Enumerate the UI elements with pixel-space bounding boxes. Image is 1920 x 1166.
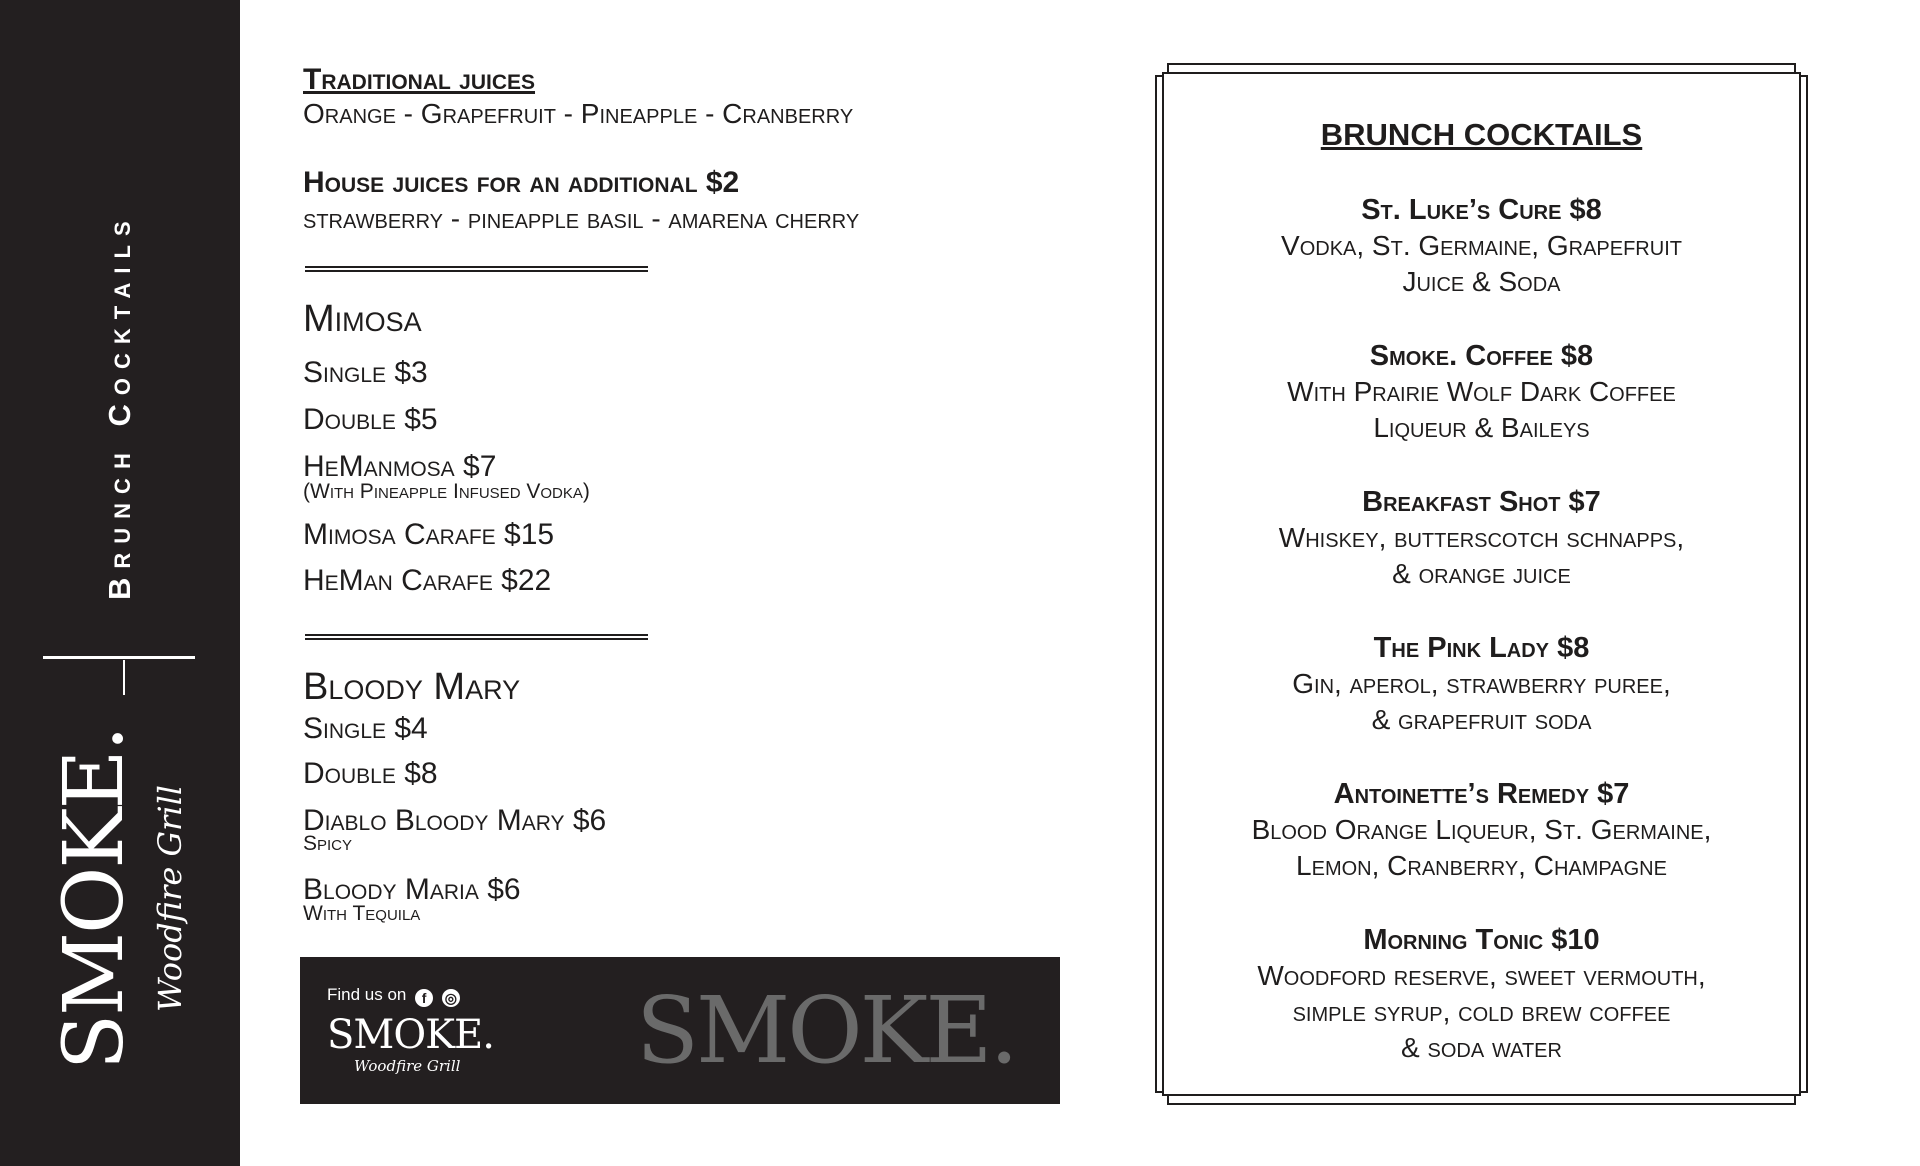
cocktail-antoinettes-remedy bbox=[1162, 776, 1801, 884]
instagram-icon[interactable]: ◎ bbox=[442, 989, 460, 1007]
cocktail-breakfast-shot bbox=[1162, 484, 1801, 592]
bloody-mary-item-diablo: Diablo Bloody Mary $6 bbox=[303, 804, 607, 837]
house-juices-list: strawberry - pineapple basil - amarena cherry bbox=[303, 203, 860, 234]
section-divider bbox=[305, 634, 648, 640]
cocktail-name: Breakfast Shot $7 bbox=[1362, 486, 1601, 518]
bloody-mary-item-single: Single $4 bbox=[303, 712, 428, 745]
cocktail-desc-line: & soda water bbox=[1401, 1032, 1562, 1063]
mimosa-item-single: Single $3 bbox=[303, 356, 428, 389]
cocktails-title: BRUNCH COCKTAILS bbox=[1320, 117, 1643, 152]
cocktail-desc-line: & orange juice bbox=[1392, 558, 1571, 589]
mimosa-item-double: Double $5 bbox=[303, 403, 438, 436]
mimosa-item-carafe: Mimosa Carafe $15 bbox=[303, 518, 555, 551]
facebook-icon[interactable]: f bbox=[415, 989, 433, 1007]
sidebar-divider bbox=[43, 656, 195, 659]
cocktail-desc-line: Woodford reserve, sweet vermouth, bbox=[1257, 960, 1706, 991]
find-us-text bbox=[327, 985, 460, 1007]
cocktail-desc-line: simple syrup, cold brew coffee bbox=[1292, 996, 1671, 1027]
bloody-mary-item-diablo-note: Spicy bbox=[303, 832, 353, 855]
bloody-mary-item-maria: Bloody Maria $6 bbox=[303, 873, 521, 906]
cocktail-desc-line: Juice & Soda bbox=[1402, 266, 1561, 297]
cocktail-morning-tonic bbox=[1162, 922, 1801, 1066]
cocktail-desc-line: Vodka, St. Germaine, Grapefruit bbox=[1281, 230, 1682, 261]
cocktail-desc-line: Whiskey, butterscotch schnapps, bbox=[1278, 522, 1685, 553]
cocktail-desc-line: With Prairie Wolf Dark Coffee bbox=[1287, 376, 1676, 407]
cocktail-name: The Pink Lady $8 bbox=[1373, 632, 1590, 664]
bloody-mary-item-maria-note: With Tequila bbox=[303, 902, 421, 925]
cocktail-st-lukes-cure bbox=[1162, 192, 1801, 300]
cocktail-desc-line: Blood Orange Liqueur, St. Germaine, bbox=[1251, 814, 1712, 845]
cocktail-desc-line: Liqueur & Baileys bbox=[1373, 412, 1590, 443]
cocktail-smoke-coffee bbox=[1162, 338, 1801, 446]
mimosa-item-heman-carafe: HeMan Carafe $22 bbox=[303, 564, 552, 597]
bloody-mary-item-double: Double $8 bbox=[303, 757, 438, 790]
cocktail-desc-line: Gin, aperol, strawberry puree, bbox=[1292, 668, 1671, 699]
banner-tagline: Woodfire Grill bbox=[354, 1057, 461, 1075]
cocktail-name: Smoke. Coffee $8 bbox=[1369, 340, 1594, 372]
banner-big-logo: SMOKE. bbox=[636, 977, 1016, 1084]
cocktail-pink-lady bbox=[1162, 630, 1801, 738]
social-banner bbox=[300, 957, 1060, 1104]
find-us-label: Find us on bbox=[327, 985, 407, 1004]
sidebar bbox=[0, 0, 240, 1166]
section-divider bbox=[305, 266, 648, 272]
sidebar-title: Brunch Cocktails bbox=[102, 212, 137, 600]
mimosa-title: Mimosa bbox=[303, 298, 422, 340]
banner-logo: SMOKE. bbox=[327, 1012, 494, 1058]
traditional-juices-header: Traditional juices bbox=[303, 63, 536, 96]
cocktail-desc-line: & grapefruit soda bbox=[1371, 704, 1592, 735]
cocktail-name: Antoinette’s Remedy $7 bbox=[1333, 778, 1630, 810]
bloody-mary-title: Bloody Mary bbox=[303, 666, 521, 708]
smoke-logo: SMOKE. bbox=[47, 727, 142, 1070]
mimosa-item-hemanmosa: HeManmosa $7 bbox=[303, 450, 497, 483]
cocktail-name: St. Luke’s Cure $8 bbox=[1361, 194, 1602, 226]
cocktail-name: Morning Tonic $10 bbox=[1363, 924, 1600, 956]
logo-tagline: Woodfire Grill bbox=[151, 784, 189, 1012]
cocktail-desc-line: Lemon, Cranberry, Champagne bbox=[1296, 850, 1667, 881]
house-juices-header: House juices for an additional $2 bbox=[303, 166, 740, 199]
mimosa-item-hemanmosa-note: (With Pineapple Infused Vodka) bbox=[303, 480, 590, 503]
traditional-juices-list: Orange - Grapefruit - Pineapple - Cranberry bbox=[303, 98, 854, 129]
